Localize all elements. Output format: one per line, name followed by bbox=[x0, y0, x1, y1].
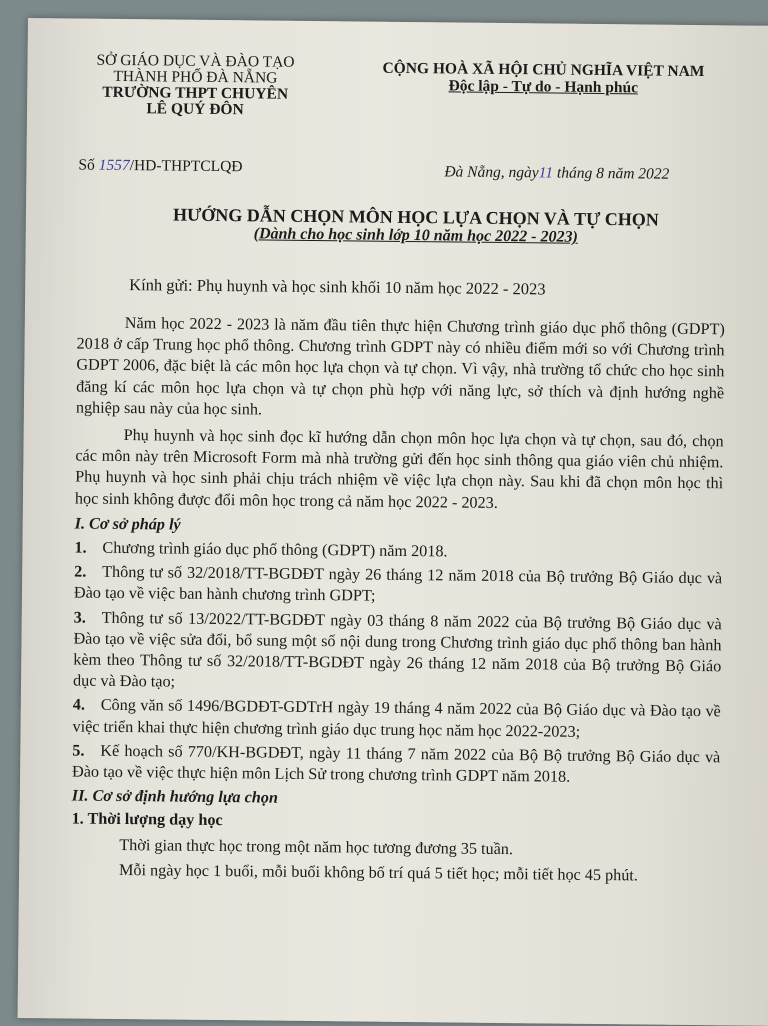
paragraph-instructions: Phụ huynh và học sinh đọc kĩ hướng dẫn chọn môn học lựa chọn và tự chọn, sau đó, chọn các môn này trên Microsoft Form mà nhà trường gửi đến học sinh thông qua giáo viên chủ nhiệm. Phụ huynh và học sinh phải chịu trách nhiệm về việc lựa chọn này. Sau khi đã chọn môn học thì học sinh không được đổi môn học trong cả năm học 2022 - 2023. bbox=[74, 426, 724, 512]
teaching-time-line: Mỗi ngày học 1 buổi, mỗi buổi không bố trí quá 5 tiết học; mỗi tiết học 45 phút. bbox=[118, 860, 639, 885]
legal-item: 5. Kế hoạch số 770/KH-BGDĐT, ngày 11 tháng 7 năm 2022 của Bộ Bộ trưởng Bộ Giáo dục và Đào tạo về việc thực hiện môn Lịch Sử trong chương trình GDPT năm 2018. bbox=[72, 741, 721, 786]
subsection-teaching-time-heading: 1. Thời lượng dạy học bbox=[71, 809, 223, 830]
issuer-school-name: LÊ QUÝ ĐÔN bbox=[146, 100, 244, 119]
national-title: CỘNG HOÀ XÃ HỘI CHỦ NGHĨA VIỆT NAM bbox=[382, 59, 705, 81]
national-header bbox=[363, 60, 723, 98]
issuer-department: SỞ GIÁO DỤC VÀ ĐÀO TẠO bbox=[96, 51, 295, 71]
handwritten-number: 1557 bbox=[98, 156, 130, 175]
national-motto: Độc lập - Tự do - Hạnh phúc bbox=[448, 77, 639, 97]
document-title: HƯỚNG DẪN CHỌN MÔN HỌC LỰA CHỌN VÀ TỰ CHỌN bbox=[172, 204, 659, 230]
issuer-block bbox=[65, 52, 326, 119]
greeting-line: Kính gửi: Phụ huynh và học sinh khối 10 năm học 2022 - 2023 bbox=[129, 275, 546, 299]
legal-item: 4. Công văn số 1496/BGDĐT-GDTrH ngày 19 tháng 4 năm 2022 của Bộ Giáo dục và Đào tạo về việc triển khai thực hiện chương trình giáo dục trung học năm học 2022-2023; bbox=[72, 695, 721, 741]
document-page bbox=[18, 18, 768, 1026]
legal-item: 1. Chương trình giáo dục phổ thông (GDPT) năm 2018. bbox=[74, 538, 448, 561]
legal-item: 2. Thông tư số 32/2018/TT-BGDĐT ngày 26 tháng 12 năm 2018 của Bộ trưởng Bộ Giáo dục và Đào tạo về việc ban hành chương trình GDPT; bbox=[73, 562, 723, 606]
document-date: Đà Nẵng, ngày11 tháng 8 năm 2022 bbox=[444, 163, 670, 183]
document-subtitle: (Dành cho học sinh lớp 10 năm học 2022 - 2023) bbox=[253, 225, 578, 246]
teaching-time-line: Thời gian thực học trong một năm học tương đương 35 tuần. bbox=[119, 835, 514, 858]
document-number: Số 1557/HD-THPTCLQĐ bbox=[78, 156, 243, 176]
section-orientation-heading: II. Cơ sở định hướng lựa chọn bbox=[71, 786, 279, 807]
handwritten-day: 11 bbox=[538, 164, 554, 182]
paragraph-intro: Năm học 2022 - 2023 là năm đầu tiên thực hiện Chương trình giáo dục phổ thông (GDPT) 2018 ở cấp Trung học phổ thông. Chương trình GDPT này có nhiều điểm mới so với Chương trình GDPT 2006, đặc biệt là các môn học lựa chọn và tự chọn. Vì vậy, nhà trường tổ chức cho học sinh đăng kí các môn học lựa chọn và tự chọn phù hợp với năng lực, sở thích và định hướng nghề nghiệp sau này của học sinh. bbox=[75, 314, 725, 419]
issuer-city: THÀNH PHỐ ĐÀ NẴNG bbox=[113, 67, 278, 87]
issuer-school: TRƯỜNG THPT CHUYÊN bbox=[102, 83, 289, 103]
legal-item: 3. Thông tư số 13/2022/TT-BGDĐT ngày 03 tháng 8 năm 2022 của Bộ trưởng Bộ Giáo dục và Đào tạo về việc sửa đổi, bổ sung một số nội dung trong Chương trình giáo dục phổ thông ban hành kèm theo Thông tư số 32/2018/TT-BGDĐT ngày 26 tháng 12 năm 2018 của Bộ trưởng Bộ Giáo dục và Đào tạo; bbox=[72, 608, 722, 691]
section-legal-basis-heading: I. Cơ sở pháp lý bbox=[74, 514, 181, 534]
document-body bbox=[71, 313, 725, 888]
